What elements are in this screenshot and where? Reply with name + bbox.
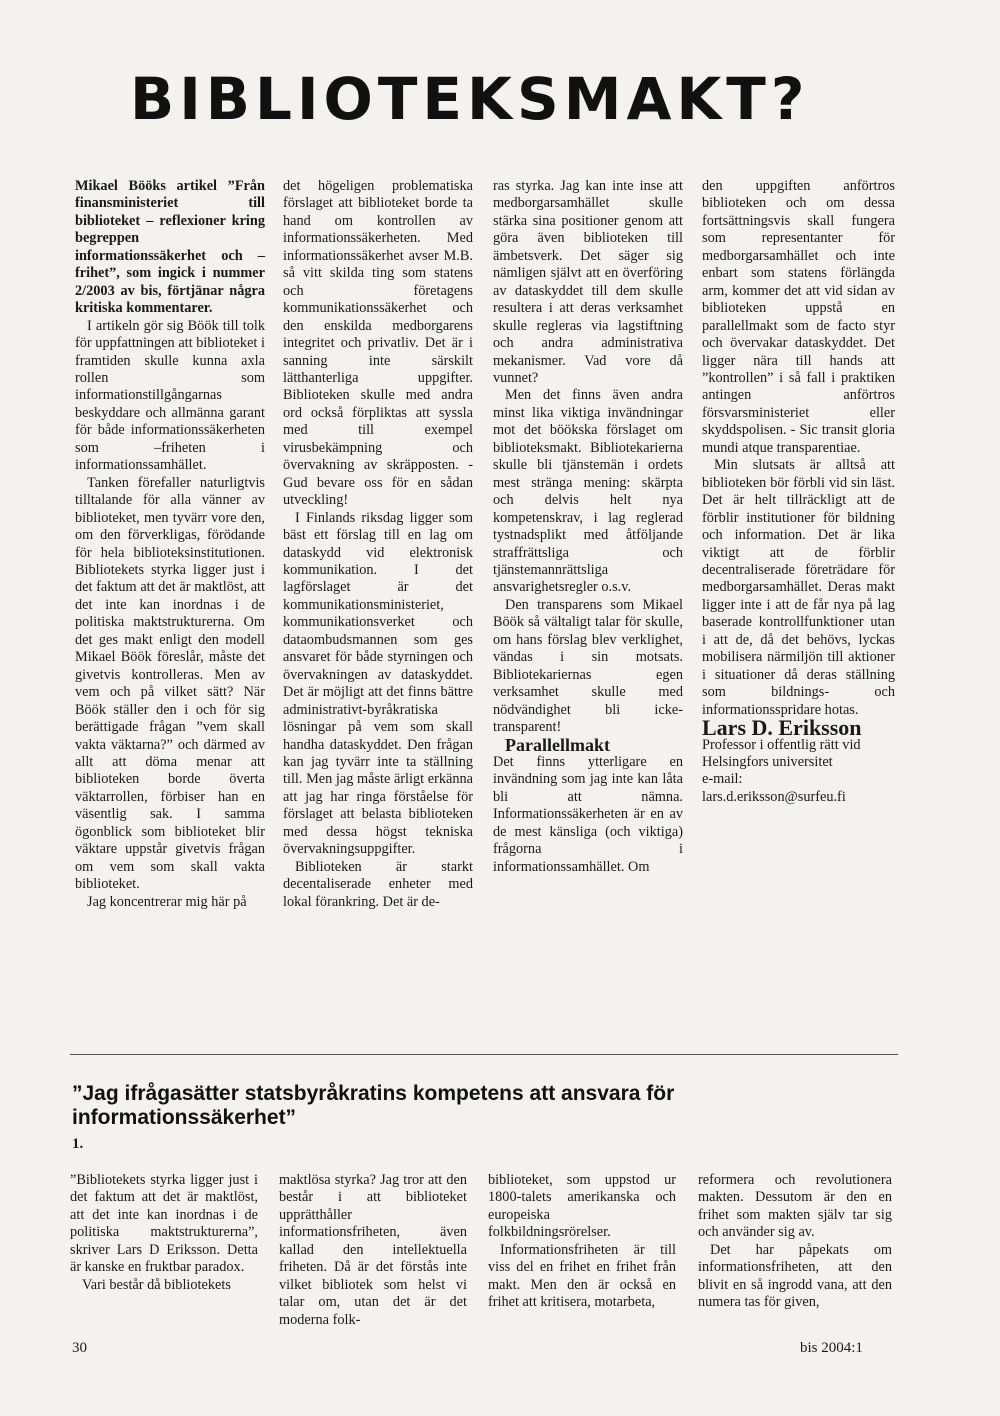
section-number: 1.	[72, 1136, 84, 1152]
paragraph: Den transparens som Mikael Böök så vältaligt talar för skulle, om hans förslag blev verklighet, vändas i sin motsats. Bibliotekariernas egen verksamhet skulle med nödvändighet bli icke-transparent!	[493, 596, 683, 736]
paragraph: Tanken förefaller naturligtvis tilltalande för alla vänner av biblioteket, men tyvärr vore den, om den förverkligas, förödande för hela biblioteksinstitutionen. Bibliotekets styrka ligger just i det faktum att det är maktlöst, att det inte kan inordnas i de politiska maktstrukturerna. Om det ges makt enligt den modell Mikael Böök föreslår, måste det givetvis kontrolleras. Men av vem och på vilket sätt? När Böök ställer den i och för sig berättigade frågan ”vem skall vakta väktarna?” och därmed av allt att döma menar att biblioteken borde överta väktarrollen, förbiser han en väsentlig sak. I samma ögonblick som biblioteket blir väktare uppstår givetvis frågan om vem som skall vakta biblioteket.	[75, 474, 265, 893]
response-column-1	[70, 1172, 258, 1294]
paragraph: Min slutsats är alltså att biblioteken bör förbli vid sin läst. Det är helt tillräckligt att de förblir institutioner för bildning och information. Det är lika viktigt att de förblir decentraliserade företrädare för medborgarsamhället. Deras makt ligger inte i att de får nya på lag baserade kontrollfunktioner utan i att de, då det behövs, lyckas mobilisera närmiljön till aktioner i situationer då deras ställning som bildnings- och informationsspridare hotas.	[702, 457, 895, 718]
paragraph: Det finns ytterligare en invändning som jag inte kan låta bli att nämna. Informationssäkerheten är en av de mest känsliga (och viktiga) frågorna i informationssamhället. Om	[493, 753, 683, 875]
article-column-1	[75, 178, 265, 911]
paragraph: I artikeln gör sig Böök till tolk för uppfattningen att biblioteket i framtiden skulle kunna axla rollen som informationstillgångarnas beskyddare och allmänna garant för både informationssäkerheten som –friheten i informationssamhället.	[75, 317, 265, 474]
author-email: lars.d.eriksson@surfeu.fi	[702, 788, 846, 805]
response-column-3	[488, 1172, 676, 1312]
author-title: Professor i offentlig rätt vid Helsingfors universitet	[702, 736, 861, 770]
author-name: Lars D. Eriksson	[702, 715, 862, 741]
paragraph: Informationsfriheten är till viss del en frihet en frihet från makt. Men den är också en frihet att kritisera, motarbeta,	[488, 1241, 676, 1311]
pull-quote-heading: ”Jag ifrågasätter statsbyråkratins kompetens att ansvara för informationssäkerhet”	[72, 1082, 675, 1129]
paragraph: Jag koncentrerar mig här på	[87, 893, 247, 910]
paragraph: Biblioteken är starkt decentaliserade enheter med lokal förankring. Det är de-	[283, 858, 473, 910]
paragraph: det högeligen problematiska förslaget att biblioteket borde ta hand om kontrollen av informationssäkerheten. Med informationssäkerhet avser M.B. så vitt skilda ting som statens och företagens kommunikationssäkerhet och den enskilda medborgarens integritet och privatliv. Det är i sanning inte särskilt lätthanterliga uppgifter. Biblioteken skulle med andra ord också förpliktas att syssla med till exempel virusbekämpning och övervakning av skräpposten. - Gud bevare oss för en sådan utveckling!	[283, 178, 473, 509]
response-column-4	[698, 1172, 892, 1312]
section-subheading: Parallellmakt	[505, 734, 610, 755]
paragraph: ”Bibliotekets styrka ligger just i det faktum att det är maktlöst, att det inte kan inordnas i de politiska maktstrukturerna”, skriver Lars D Eriksson. Detta är kanske en fruktbar paradox.	[70, 1172, 258, 1276]
article-title: BIBLIOTEKSMAKT?	[130, 65, 810, 133]
article-column-4	[702, 178, 895, 806]
email-label: e-mail:	[702, 771, 743, 788]
paragraph: reformera och revolutionera makten. Dessutom är den en frihet som makten själv tar sig och använder sig av.	[698, 1172, 892, 1241]
paragraph: den uppgiften anförtros biblioteken och om dessa fortsättningsvis skall fungera som representanter för medborgarsamhället och inte enbart som statens förlängda arm, kommer det att vid sidan av biblioteken uppstå en parallellmakt som de facto styr och övervakar dataskyddet. Det ligger nära till hands att ”kontrollen” i så fall i praktiken antingen anförtros försvarsministeriet eller skyddspolisen. - Sic transit gloria mundi atque transparentiae.	[702, 178, 895, 456]
paragraph: Vari består då bibliotekets	[82, 1276, 231, 1293]
paragraph: Det har påpekats om informationsfriheten, att den blivit en så ingrodd vana, att den numera tas för given,	[698, 1241, 892, 1311]
response-column-2	[279, 1172, 467, 1329]
paragraph: I Finlands riksdag ligger som bäst ett förslag till en lag om dataskydd vid elektronisk kommunikation. I det lagförslaget är det kommunikationsministeriet, kommunikationsverket och dataombudsmannen som ges ansvaret för både styrningen och övervakningen av dataskyddet. Det är möjligt att det finns bättre administrativt-byråkratiska lösningar på vem som skall handha dataskyddet. Den frågan kan jag tyvärr inte ta ställning till. Men jag måste ärligt erkänna att jag har ringa förståelse för förslaget att belasta biblioteken med dessa högst tekniska övervakningsuppgifter.	[283, 509, 473, 858]
paragraph: maktlösa styrka? Jag tror att den består i att biblioteket upprätthåller informationsfriheten, även kallad den intellektuella friheten. Då är det förstås inte vilket bibliotek som helst vi talar om, utan det är det moderna folk-	[279, 1172, 467, 1328]
paragraph: Men det finns även andra minst lika viktiga invändningar mot det böökska förslaget om biblioteksmakt. Bibliotekarierna skulle bli tjänstemän i ordets mest stränga mening: skärpta och delvis helt nya kompetenskrav, i lag reglerad tystnadsplikt med åtföljande straffrättsliga och tjänstemannrättsliga ansvarighetsregler o.s.v.	[493, 387, 683, 596]
article-column-3	[493, 178, 683, 876]
article-column-2	[283, 178, 473, 911]
paragraph: biblioteket, som uppstod ur 1800-talets amerikanska och europeiska folkbildningsrörelser.	[488, 1172, 676, 1241]
issue-label: bis 2004:1	[800, 1340, 863, 1356]
article-lead: Mikael Bööks artikel ”Från finansministeriet till biblioteket – reflexioner kring begreppen informationssäkerhet och –frihet”, som ingick i nummer 2/2003 av bis, förtjänar några kritiska kommentarer.	[75, 178, 265, 317]
page-number: 30	[72, 1340, 87, 1356]
section-divider	[70, 1054, 898, 1055]
paragraph: ras styrka. Jag kan inte inse att medborgarsamhället skulle stärka sina positioner genom att göra även biblioteken till ämbetsverk. Det säger sig nämligen självt att en överföring av dataskyddet till dem skulle resultera i att deras verksamhet skulle regleras via lagstiftning och andra administrativa mekanismer. Vad vore då vunnet?	[493, 178, 683, 386]
author-signature	[702, 715, 895, 806]
